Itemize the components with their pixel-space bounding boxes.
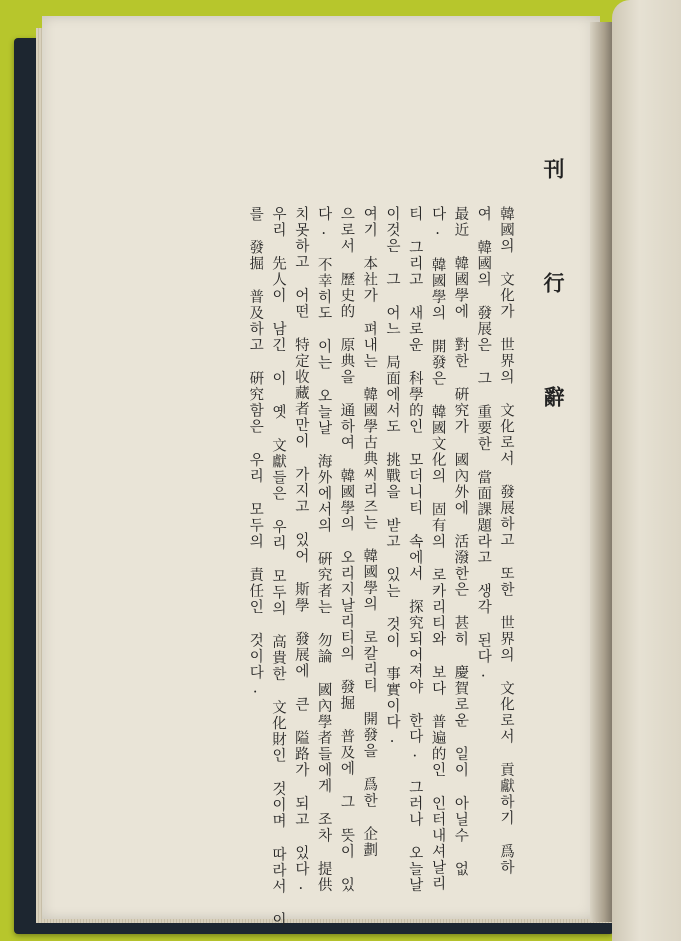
text-line: 우리 先人이 남긴 이 옛 文獻들은 우리 모두의 高貴한 文化財인 것이며 따라서 이: [270, 206, 287, 928]
text-line: 티 그리고 새로운 科學的인 모더니티 속에서 探究되어져야 한다. 그러나 오늘날: [406, 206, 423, 893]
text-line: 를 發掘 普及하고 硏究함은 우리 모두의 責任인 것이다.: [247, 206, 264, 698]
text-line: 치못하고 어떤 特定收藏者만이 가지고 있어 斯學 發展에 큰 隘路가 되고 있다.: [292, 206, 309, 895]
page-title: 刊 行 辭: [541, 158, 566, 441]
text-line: 韓國의 文化가 世界의 文化로서 發展하고 또한 世界의 文化로서 貢獻하기 爲하: [498, 206, 514, 876]
body-text: [243, 206, 517, 928]
text-line: 다. 韓國學의 開發은 韓國文化의 固有의 로카리티와 보다 普遍的인 인터내셔날리: [429, 206, 446, 892]
text-line: 最近 韓國學에 對한 硏究가 國內外에 活潑한은 甚히 慶賀로운 일이 아닐수 없: [452, 206, 469, 877]
text-line: 이것은 그 어느 局面에서도 挑戰을 받고 있는 것이 事實이다.: [384, 206, 401, 748]
text-line: 으로서 歷史的 原典을 通하여 韓國學의 오리지날리티의 發掘 普及에 그 뜻이 있: [338, 206, 355, 893]
text-line: 여기 本社가 펴내는 韓國學古典씨리즈는 韓國學의 로칼리티 開發을 爲한 企劃: [361, 206, 378, 858]
text-line: 다. 不幸히도 이는 오늘날 海外에서의 硏究者는 勿論 國內學者들에게 조차 提供: [315, 206, 332, 893]
next-page-edge: [612, 0, 681, 941]
text-line: 여 韓國의 發展은 그 重要한 當面課題라고 생각 된다.: [475, 206, 492, 682]
